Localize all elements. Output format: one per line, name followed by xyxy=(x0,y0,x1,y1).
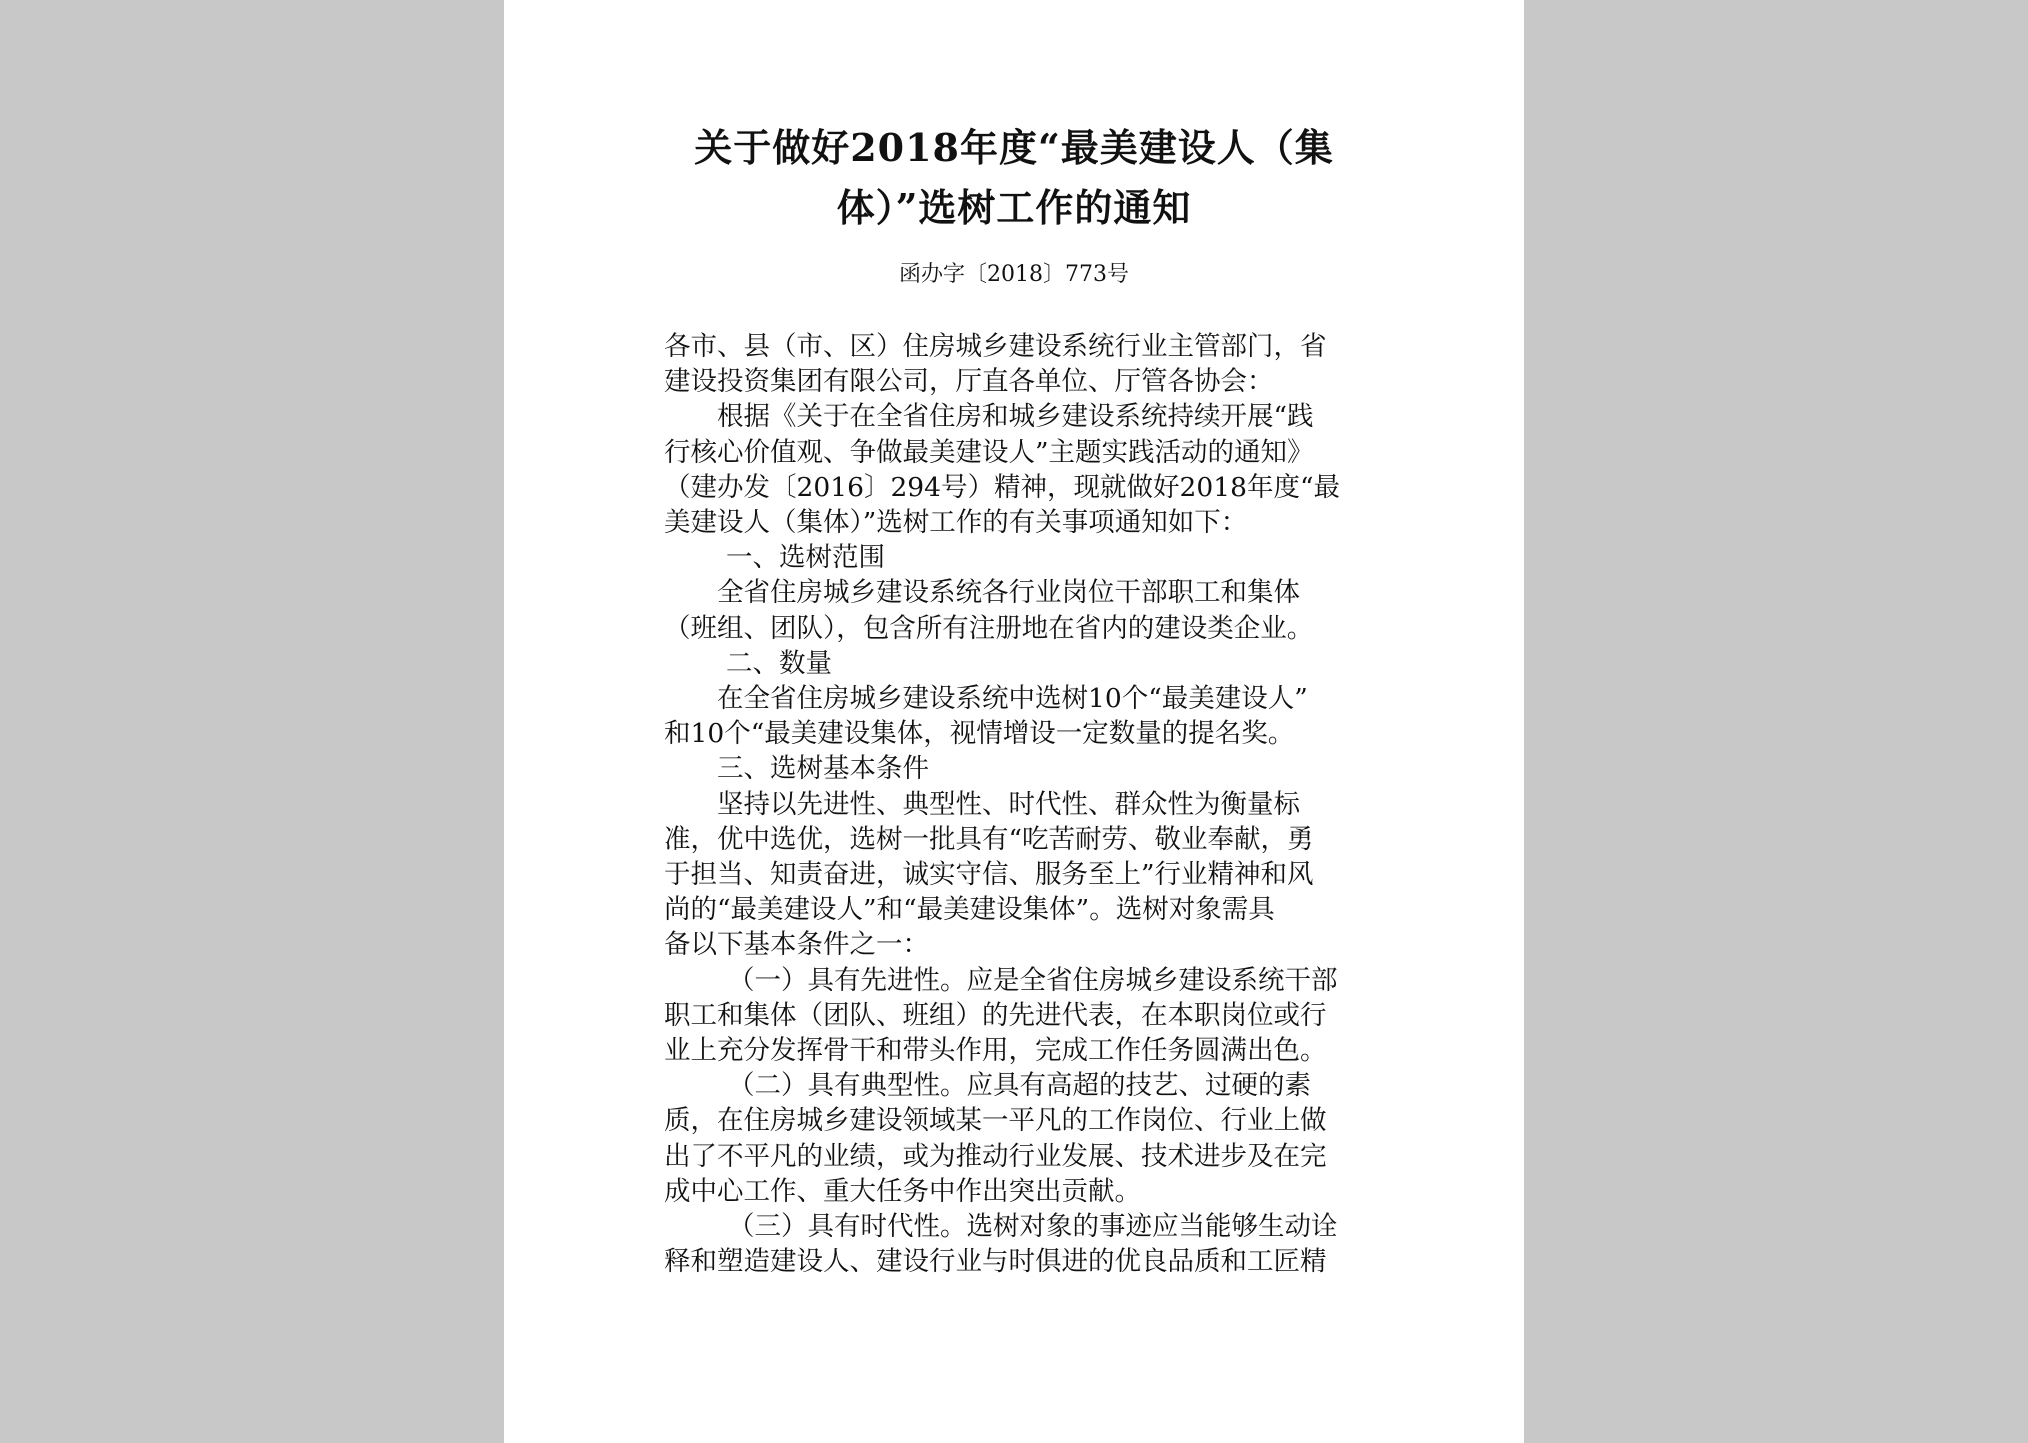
body-line: 各市、县（市、区）住房城乡建设系统行业主管部门，省 xyxy=(664,331,1327,362)
body-line: （班组、团队），包含所有注册地在省内的建设类企业。 xyxy=(664,612,1314,644)
body-line: （一）具有先进性。应是全省住房城乡建设系统干部 xyxy=(728,964,1338,996)
body-line: 备以下基本条件之一： xyxy=(664,929,929,961)
body-line: 准，优中选优，选树一批具有“吃苦耐劳、敬业奉献，勇 xyxy=(664,823,1314,855)
body-line: 于担当、知责奋进，诚实守信、服务至上”行业精神和风 xyxy=(664,859,1314,891)
body-line: 尚的“最美建设人”和“最美建设集体”。选树对象需具 xyxy=(664,894,1275,926)
body-line: 释和塑造建设人、建设行业与时俱进的优良品质和工匠精 xyxy=(664,1246,1327,1278)
body-line: 职工和集体（团队、班组）的先进代表，在本职岗位或行 xyxy=(664,999,1327,1031)
body-line: 业上充分发挥骨干和带头作用，完成工作任务圆满出色。 xyxy=(664,1035,1327,1067)
title-line-2: 体）”选树工作的通知 xyxy=(836,185,1192,230)
body-line: （三）具有时代性。选树对象的事迹应当能够生动诠 xyxy=(728,1211,1338,1243)
document-title xyxy=(504,118,1524,238)
document-page xyxy=(504,0,1524,1443)
title-line-1: 关于做好2018年度“最美建设人（集 xyxy=(694,125,1334,170)
section-heading: 一、选树范围 xyxy=(726,542,885,574)
section-heading: 二、数量 xyxy=(726,647,832,679)
body-line: 质，在住房城乡建设领域某一平凡的工作岗位、行业上做 xyxy=(664,1105,1327,1137)
body-line: 建设投资集团有限公司，厅直各单位、厅管各协会： xyxy=(664,366,1274,398)
body-line: 和10个“最美建设集体，视情增设一定数量的提名奖。 xyxy=(664,718,1295,750)
body-line: 坚持以先进性、典型性、时代性、群众性为衡量标 xyxy=(717,788,1300,820)
body-line: （二）具有典型性。应具有高超的技艺、过硬的素 xyxy=(728,1070,1311,1102)
body-line: 全省住房城乡建设系统各行业岗位干部职工和集体 xyxy=(717,577,1300,609)
body-line: 行核心价值观、争做最美建设人”主题实践活动的通知》 xyxy=(664,436,1314,468)
body-line: （建办发〔2016〕294号）精神，现就做好2018年度“最 xyxy=(664,471,1341,503)
document-body xyxy=(664,329,1364,1279)
document-number: 函办字〔2018〕773号 xyxy=(899,262,1129,287)
body-line: 成中心工作、重大任务中作出突出贡献。 xyxy=(664,1175,1141,1207)
body-line: 根据《关于在全省住房和城乡建设系统持续开展“践 xyxy=(717,401,1314,433)
section-heading: 三、选树基本条件 xyxy=(717,753,929,785)
body-line: 美建设人（集体）”选树工作的有关事项通知如下： xyxy=(664,507,1248,539)
body-line: 出了不平凡的业绩，或为推动行业发展、技术进步及在完 xyxy=(664,1140,1327,1172)
body-line: 在全省住房城乡建设系统中选树10个“最美建设人” xyxy=(717,683,1308,715)
